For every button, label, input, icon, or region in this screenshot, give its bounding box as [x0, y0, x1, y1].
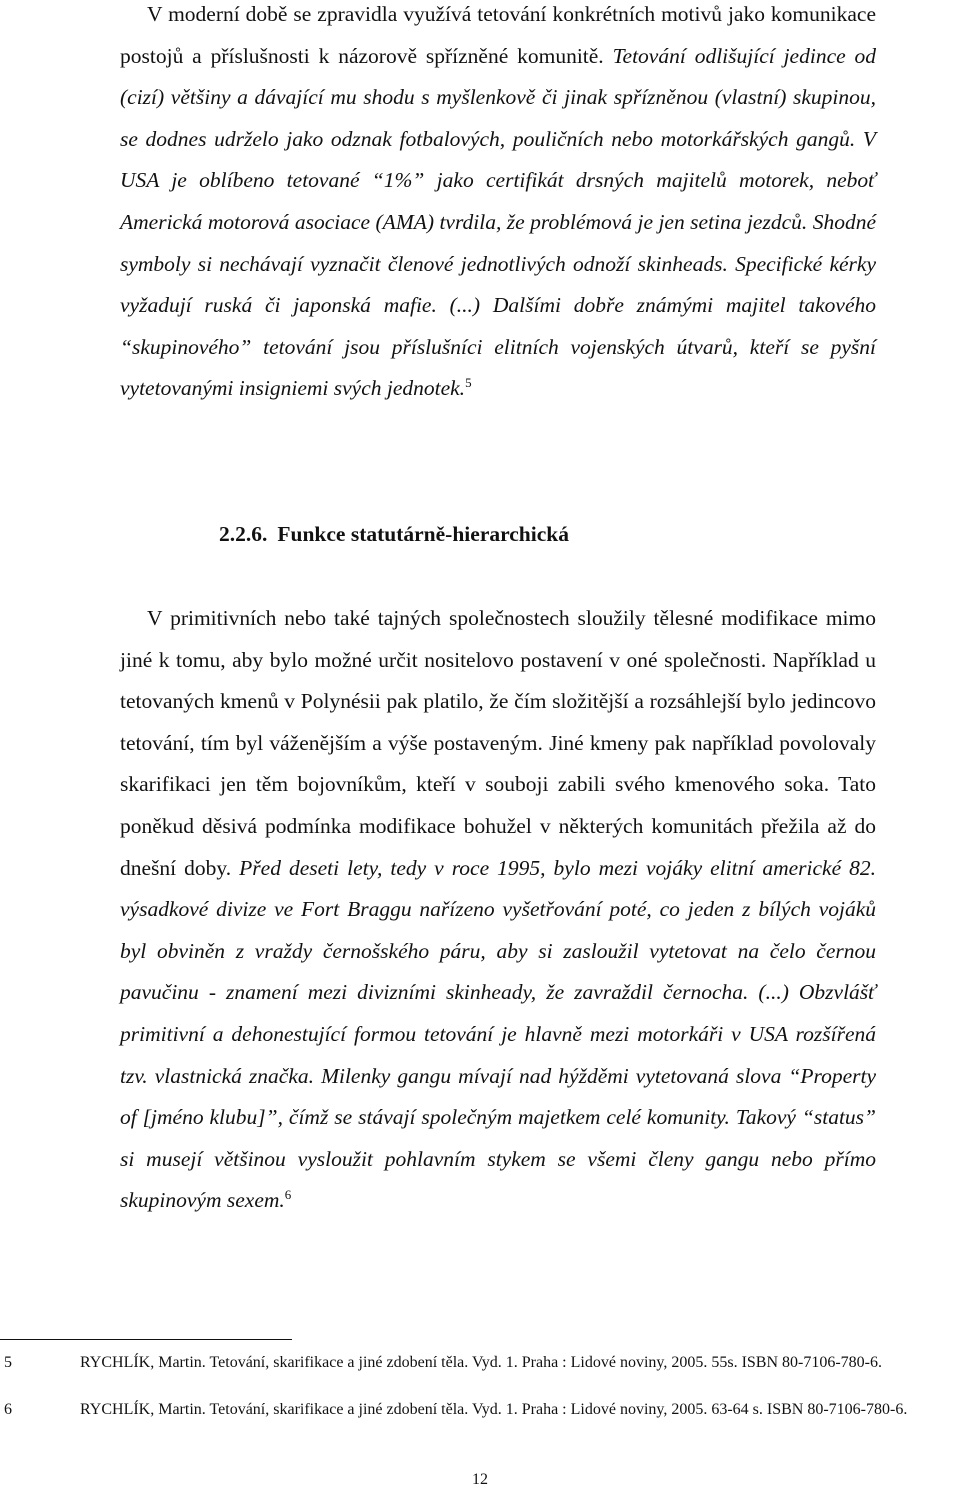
paragraph-1-quote: Tetování odlišující jedince od (cizí) většiny a dávající mu shodu s myšlenkově či jinak spřízněnou (vlastní) skupinou, se dodnes udrželo jako odznak fotbalových, pouličních nebo motorkářských gangů. V USA je oblíbeno tetované “1%” jako certifikát drsných majitelů motorek, neboť Americká motorová asociace (AMA) tvrdila, že problémová je jen setina jezdců. Shodné symboly si nechávají vyznačit členové jednotlivých odnoží skinheads. Specifické kérky vyžadují ruská či japonská mafie. (...) Dalšími dobře známými majitel takového “skupinového” tetování jsou příslušníci elitních vojenských útvarů, kteří se pyšní vytetovanými insigniemi svých jednotek. — [120, 43, 877, 401]
body-paragraph-1 — [120, 0, 876, 410]
page-number: 12 — [472, 1471, 488, 1488]
body-paragraph-2 — [120, 598, 876, 1222]
section-title: Funkce statutárně-hierarchická — [277, 522, 569, 546]
footnote-ref-5: 5 — [465, 375, 472, 391]
footnote-number: 5 — [4, 1354, 12, 1371]
section-heading — [219, 522, 569, 547]
footnote-6 — [4, 1399, 960, 1421]
footnote-text: RYCHLÍK, Martin. Tetování, skarifikace a jiné zdobení těla. Vyd. 1. Praha : Lidové noviny, 2005. 63-64 s. ISBN 80-7106-780-6. — [80, 1401, 908, 1418]
paragraph-1-intro: V moderní době se zpravidla využívá tetování konkrétních motivů jako komunikace postojů a příslušnosti k názorově spřízněné komunitě. — [120, 2, 876, 68]
footnote-text: RYCHLÍK, Martin. Tetování, skarifikace a jiné zdobení těla. Vyd. 1. Praha : Lidové noviny, 2005. 55s. ISBN 80-7106-780-6. — [80, 1354, 883, 1371]
paragraph-2-text: V primitivních nebo také tajných společnostech sloužily tělesné modifikace mimo jiné k tomu, aby bylo možné určit nositelovo postavení v oné společnosti. Například u tetovaných kmenů v Polynésii pak platilo, že čím složitější a rozsáhlejší bylo jedincovo tetování, tím byl váženějším a výše postaveným. Jiné kmeny pak například povolovaly skarifikaci jen těm bojovníkům, kteří v souboji zabili svého kmenového soka. Tato poněkud děsivá podmínka modifikace bohužel v některých komunitách přežila až do dnešní doby. — [120, 606, 876, 880]
paragraph-2-quote: Před deseti lety, tedy v roce 1995, bylo mezi vojáky elitní americké 82. výsadkové divize ve Fort Braggu nařízeno vyšetřování poté, co jeden z bílých vojáků byl obviněn z vraždy černošského páru, aby si zasloužil vytetovat na čelo černou pavučinu - znamení mezi divizními skinheady, že zavraždil černocha. (...) Obzvlášť primitivní a dehonestující formou tetování je hlavně mezi motorkáři v USA rozšířená tzv. vlastnická značka. Milenky gangu mívají nad hýžděmi vytetovaná slova “Property of [jméno klubu]”, čímž se stávají společným majetkem celé komunity. Takový “status” si musejí většinou vysloužit pohlavním stykem se všemi členy gangu nebo přímo skupinovým sexem. — [120, 855, 877, 1213]
footnote-separator — [0, 1339, 292, 1340]
footnote-ref-6: 6 — [284, 1187, 292, 1203]
section-number: 2.2.6. — [219, 522, 268, 546]
footnote-number: 6 — [4, 1401, 12, 1418]
footnote-5 — [4, 1352, 960, 1374]
